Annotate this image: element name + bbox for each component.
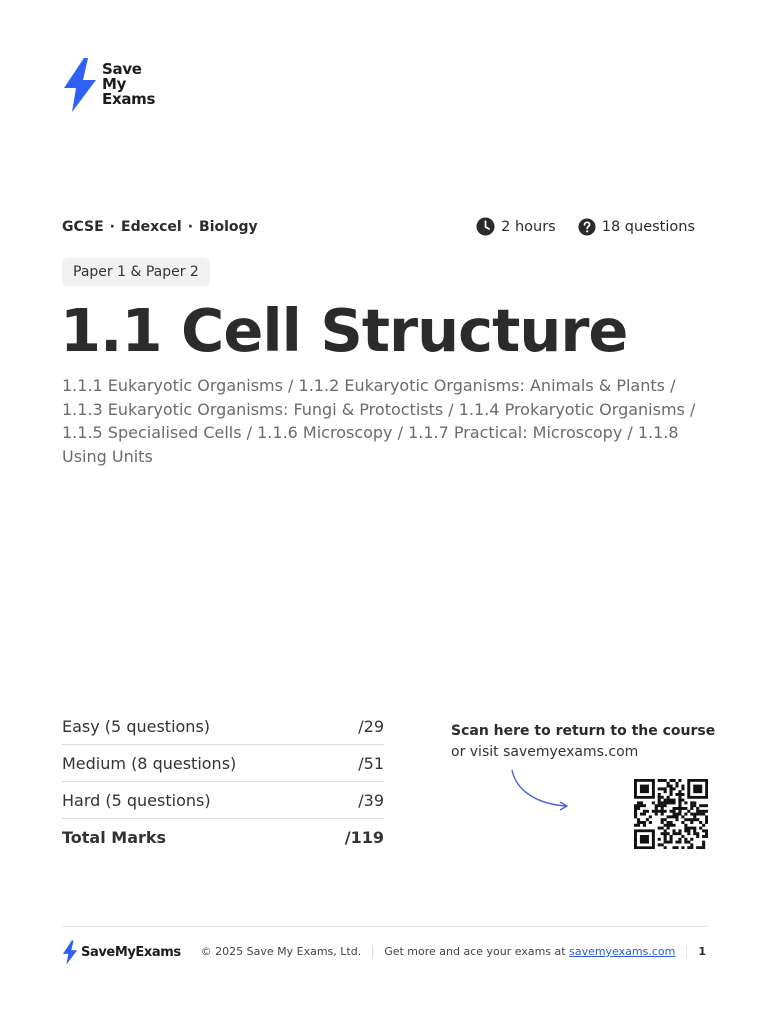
footer-divider: [62, 926, 708, 927]
copyright-text: © 2025 Save My Exams, Ltd.: [200, 945, 362, 958]
marks-row-hard: [62, 782, 384, 819]
scan-heading: Scan here to return to the course: [451, 723, 716, 739]
separator: ·: [109, 219, 115, 235]
questions-stat: [578, 218, 695, 236]
subtopics-list: 1.1.1 Eukaryotic Organisms / 1.1.2 Eukaryotic Organisms: Animals & Plants / 1.1.3 Eukaryotic Organisms: Fungi & Protoctists / 1.1.4 Prokaryotic Organisms / 1.1.5 Specialised Cells / 1.1.6 Microscopy / 1.1.7 Practical: Microscopy / 1.1.8 Using Units: [62, 376, 696, 466]
separator: ·: [187, 219, 194, 235]
marks-row-label: Hard (5 questions): [62, 790, 211, 810]
savemyexams-link[interactable]: savemyexams.com: [569, 945, 676, 958]
marks-row-value: /29: [358, 716, 384, 736]
footer-cta-text: Get more and ace your exams at: [384, 945, 570, 958]
logo-wordmark: [102, 62, 155, 107]
duration-stat: [476, 217, 556, 236]
marks-row-value: /51: [358, 753, 384, 773]
marks-row-label: Medium (8 questions): [62, 753, 237, 773]
logo-line-exams: Exams: [102, 90, 156, 108]
lightning-bolt-icon: [62, 58, 98, 112]
logo-line-save: Save: [102, 60, 142, 78]
page-number: 1: [698, 945, 706, 958]
marks-row-easy: [62, 708, 384, 745]
duration-text: 2 hours: [501, 218, 556, 235]
save-my-exams-logo: [62, 58, 172, 114]
footer-cta: [384, 945, 675, 958]
course-breadcrumb: [62, 219, 258, 235]
question-count-text: 18 questions: [601, 218, 695, 235]
scan-subtext: or visit savemyexams.com: [451, 744, 639, 760]
clock-icon: [476, 217, 495, 236]
question-circle-icon: [578, 218, 596, 236]
marks-table: [62, 708, 384, 855]
subject-label: Biology: [199, 219, 258, 235]
total-marks-label: Total Marks: [62, 827, 167, 847]
lightning-bolt-icon: [62, 940, 78, 965]
qr-code[interactable]: [634, 779, 708, 849]
marks-row-medium: [62, 745, 384, 782]
paper-badge: Paper 1 & Paper 2: [62, 258, 210, 286]
total-marks-value: /119: [344, 827, 384, 847]
scan-prompt: [451, 723, 716, 760]
marks-row-total: [62, 819, 384, 855]
footer-logo: [62, 940, 181, 965]
paper-stats: [476, 217, 695, 236]
footer-info: [201, 945, 706, 958]
curved-arrow-icon: [508, 768, 574, 814]
marks-row-value: /39: [358, 790, 384, 810]
logo-line-my: My: [102, 75, 127, 93]
page-title: 1.1 Cell Structure: [60, 296, 628, 365]
board-label: Edexcel: [121, 219, 182, 235]
footer-separator: [372, 946, 373, 958]
marks-row-label: Easy (5 questions): [62, 716, 211, 736]
footer-brand-name: SaveMyExams: [81, 945, 181, 960]
footer-separator: [686, 946, 687, 958]
level-label: GCSE: [62, 219, 104, 235]
